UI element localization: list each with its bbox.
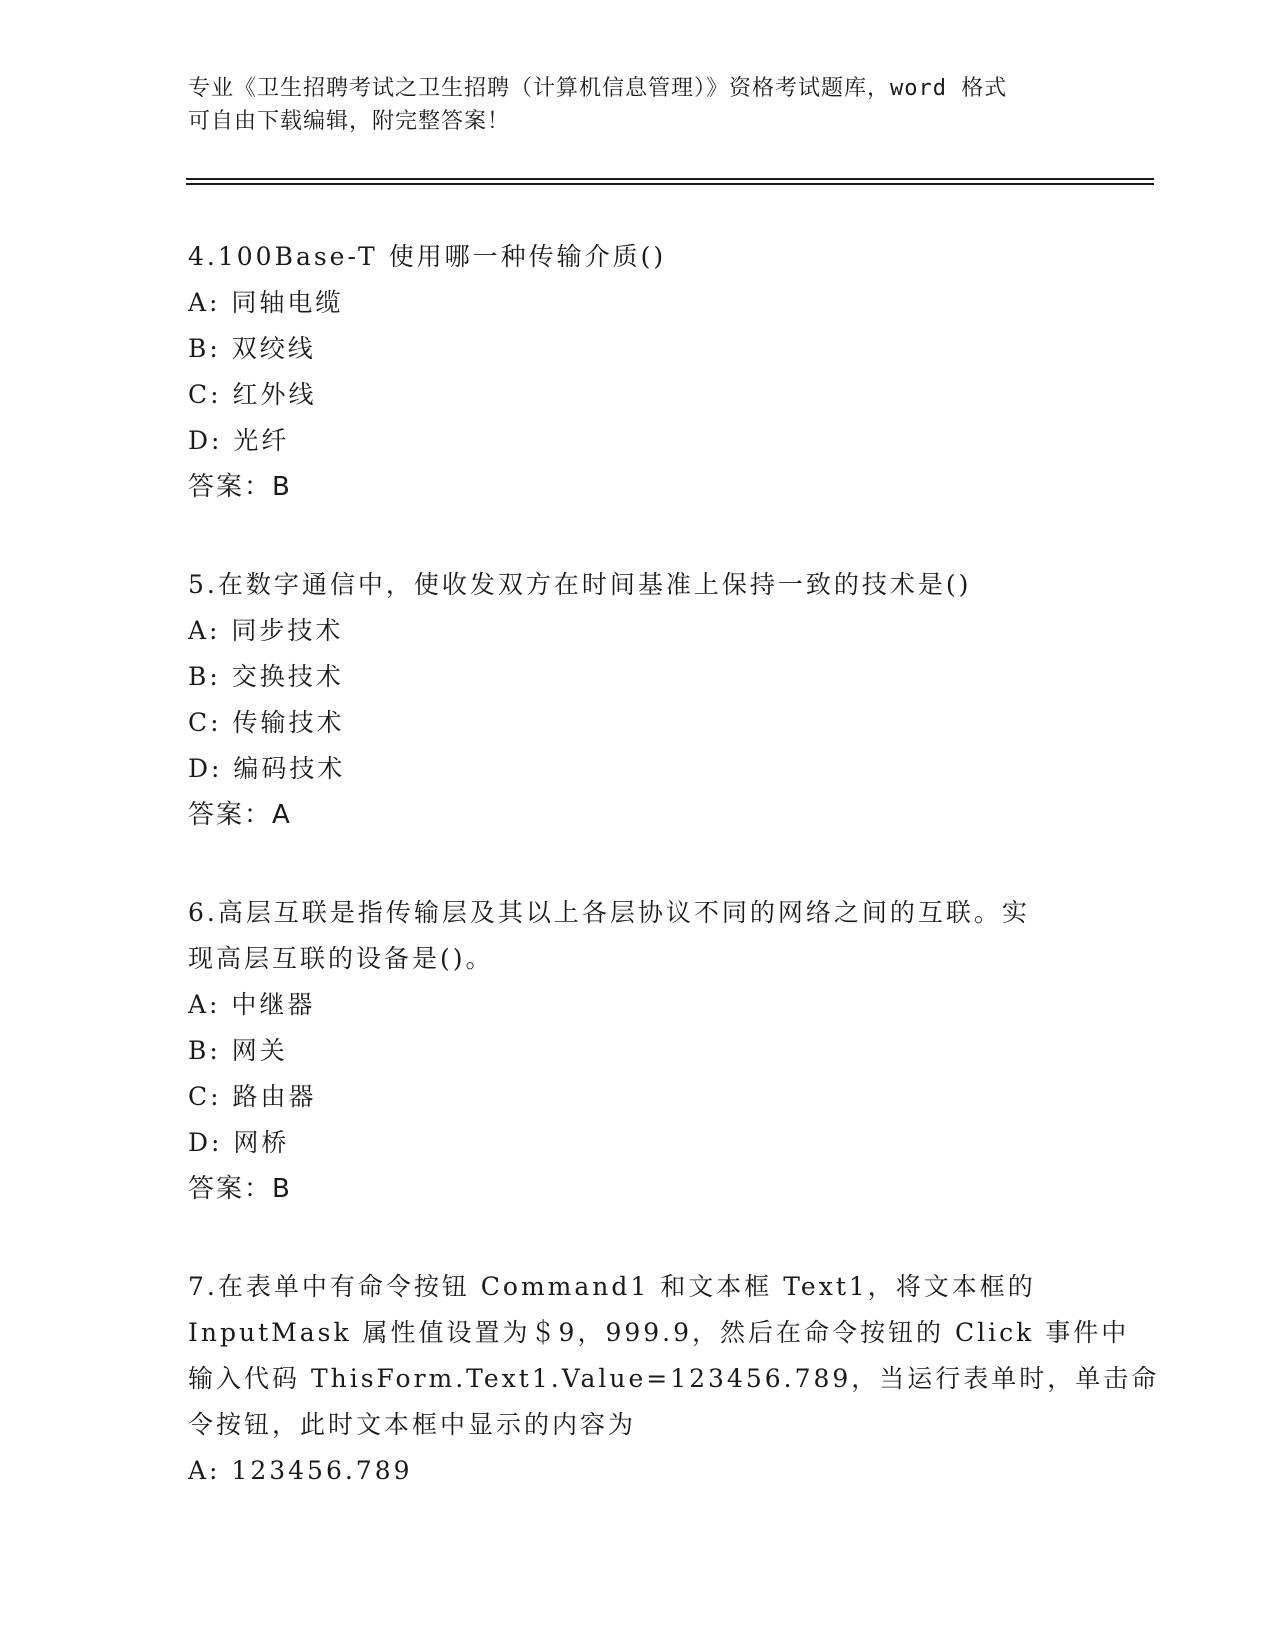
- header-divider-bottom: [186, 183, 1154, 185]
- question-text: 4.100Base-T 使用哪一种传输介质(): [188, 242, 667, 271]
- option-c: C: 红外线: [188, 380, 317, 409]
- option-a: A: 同步技术: [188, 616, 344, 645]
- option-c: C: 传输技术: [188, 708, 345, 737]
- header-line-1: 专业《卫生招聘考试之卫生招聘（计算机信息管理）》资格考试题库，word 格式: [188, 76, 1008, 101]
- answer: 答案：A: [188, 800, 292, 830]
- document-header: [188, 72, 1068, 138]
- question-text-line-3: 输入代码 ThisForm.Text1.Value=123456.789，当运行表单时，单击命: [188, 1364, 1160, 1393]
- question-6: [188, 890, 1088, 1212]
- question-text-line-2: 现高层互联的设备是()。: [188, 944, 494, 973]
- header-line-2: 可自由下载编辑，附完整答案！: [188, 109, 511, 134]
- answer: 答案：B: [188, 472, 292, 502]
- answer: 答案：B: [188, 1174, 292, 1204]
- header-divider-top: [186, 178, 1154, 180]
- question-text-line-1: 7.在表单中有命令按钮 Command1 和文本框 Text1，将文本框的: [188, 1272, 1036, 1301]
- option-d: D: 光纤: [188, 426, 290, 455]
- option-d: D: 网桥: [188, 1128, 290, 1157]
- option-d: D: 编码技术: [188, 754, 346, 783]
- option-c: C: 路由器: [188, 1082, 317, 1111]
- question-text-line-2: InputMask 属性值设置为＄9，999.9，然后在命令按钮的 Click 事件中: [188, 1318, 1130, 1347]
- question-text-line-1: 6.高层互联是指传输层及其以上各层协议不同的网络之间的互联。实: [188, 898, 1030, 927]
- option-b: B: 交换技术: [188, 662, 344, 691]
- question-list: [188, 234, 1160, 1546]
- option-b: B: 网关: [188, 1036, 288, 1065]
- option-b: B: 双绞线: [188, 334, 316, 363]
- question-4: [188, 234, 1088, 510]
- question-7: [188, 1264, 1160, 1494]
- option-a: A: 中继器: [188, 990, 316, 1019]
- option-a: A: 同轴电缆: [188, 288, 344, 317]
- question-text: 5.在数字通信中，使收发双方在时间基准上保持一致的技术是(): [188, 570, 972, 599]
- question-5: [188, 562, 1088, 838]
- question-text-line-4: 令按钮，此时文本框中显示的内容为: [188, 1410, 637, 1439]
- option-a: A: 123456.789: [188, 1456, 413, 1485]
